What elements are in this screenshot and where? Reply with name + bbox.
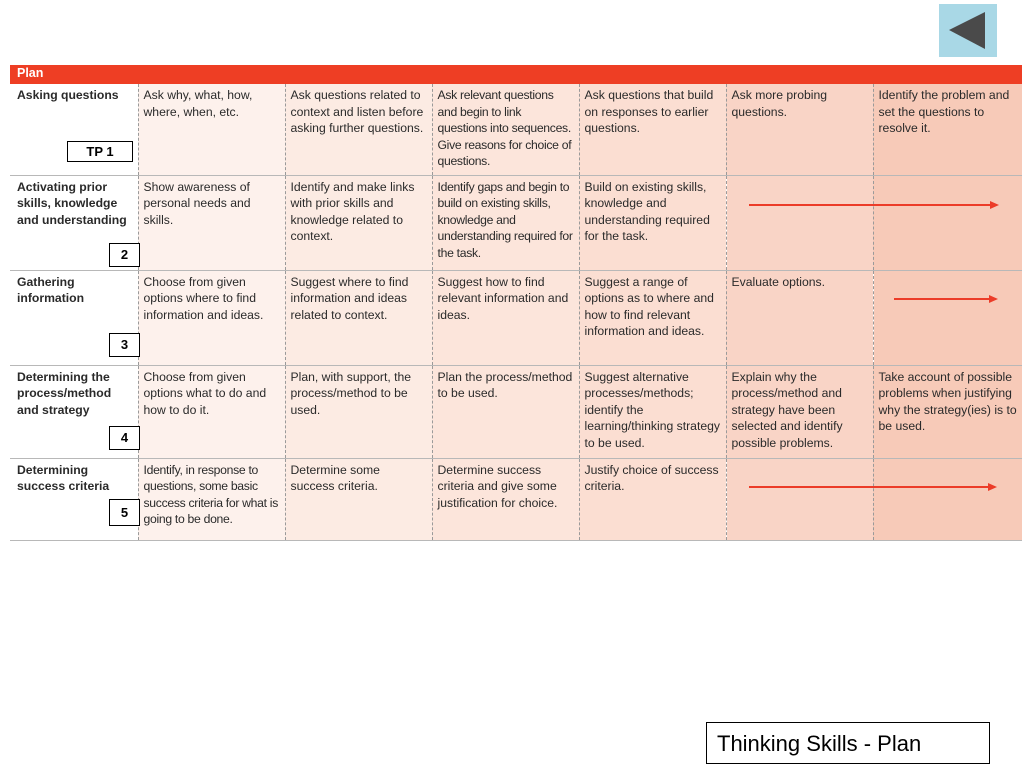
table-cell: Evaluate options. — [726, 270, 873, 365]
table-cell: Ask why, what, how, where, when, etc. — [138, 84, 285, 175]
table-cell: Suggest where to find information and ideas related to context. — [285, 270, 432, 365]
row-label: Determining the process/method and strategy — [17, 369, 112, 417]
table-cell: Justify choice of success criteria. — [579, 458, 726, 540]
table-cell: Plan, with support, the process/method to be used. — [285, 365, 432, 458]
table-cell: Ask relevant questions and begin to link questions into sequences. Give reasons for choice of questions. — [432, 84, 579, 175]
table-cell: Ask more probing questions. — [726, 84, 873, 175]
table-cell: Suggest a range of options as to where and how to find relevant information and ideas. — [579, 270, 726, 365]
table-cell — [873, 458, 1022, 540]
table-cell: Suggest alternative processes/methods; identify the learning/thinking strategy to be used. — [579, 365, 726, 458]
back-triangle-icon — [939, 4, 997, 57]
table-cell — [873, 175, 1022, 270]
row-label: Gathering information — [17, 274, 85, 305]
table-cell: Show awareness of personal needs and skills. — [138, 175, 285, 270]
row-label-cell — [10, 175, 138, 270]
continuation-arrow — [749, 204, 997, 206]
table-row — [10, 175, 1022, 270]
table-cell: Determine success criteria and give some justification for choice. — [432, 458, 579, 540]
table-cell: Explain why the process/method and strategy have been selected and identify possible problems. — [726, 365, 873, 458]
row-label-cell — [10, 458, 138, 540]
table-row — [10, 365, 1022, 458]
table-row — [10, 458, 1022, 540]
table-cell: Take account of possible problems when justifying why the strategy(ies) is to be used. — [873, 365, 1022, 458]
table-cell: Choose from given options where to find information and ideas. — [138, 270, 285, 365]
row-label-cell — [10, 270, 138, 365]
row-label: Activating prior skills, knowledge and understanding — [17, 179, 127, 227]
table-cell: Identify and make links with prior skills and knowledge related to context. — [285, 175, 432, 270]
table-header: Plan — [10, 65, 1022, 84]
row-label: Asking questions — [17, 88, 119, 102]
continuation-arrow — [749, 486, 995, 488]
table-cell: Suggest how to find relevant information and ideas. — [432, 270, 579, 365]
tp-label-box: TP 1 — [67, 141, 133, 162]
table-cell: Ask questions related to context and listen before asking further questions. — [285, 84, 432, 175]
plan-table — [10, 65, 1022, 541]
table-cell: Plan the process/method to be used. — [432, 365, 579, 458]
table-cell: Identify gaps and begin to build on existing skills, knowledge and understanding required for the task. — [432, 175, 579, 270]
table-row — [10, 270, 1022, 365]
row-label: Determining success criteria — [17, 462, 110, 493]
tp-label-box: 5 — [109, 499, 140, 526]
slide-caption: Thinking Skills - Plan — [706, 722, 990, 764]
table-cell: Determine some success criteria. — [285, 458, 432, 540]
tp-label-box: 2 — [109, 243, 140, 267]
table-cell — [726, 175, 873, 270]
table-cell — [873, 270, 1022, 365]
table-cell — [726, 458, 873, 540]
table-row — [10, 84, 1022, 175]
table-cell: Choose from given options what to do and how to do it. — [138, 365, 285, 458]
row-label-cell — [10, 365, 138, 458]
table-cell: Ask questions that build on responses to earlier questions. — [579, 84, 726, 175]
continuation-arrow — [894, 298, 996, 300]
tp-label-box: 3 — [109, 333, 140, 357]
table-header-row — [10, 65, 1022, 84]
back-button[interactable] — [939, 4, 997, 57]
table-cell: Build on existing skills, knowledge and understanding required for the task. — [579, 175, 726, 270]
table-cell: Identify the problem and set the questions to resolve it. — [873, 84, 1022, 175]
tp-label-box: 4 — [109, 426, 140, 450]
row-label-cell — [10, 84, 138, 175]
table-cell: Identify, in response to questions, some basic success criteria for what is going to be done. — [138, 458, 285, 540]
